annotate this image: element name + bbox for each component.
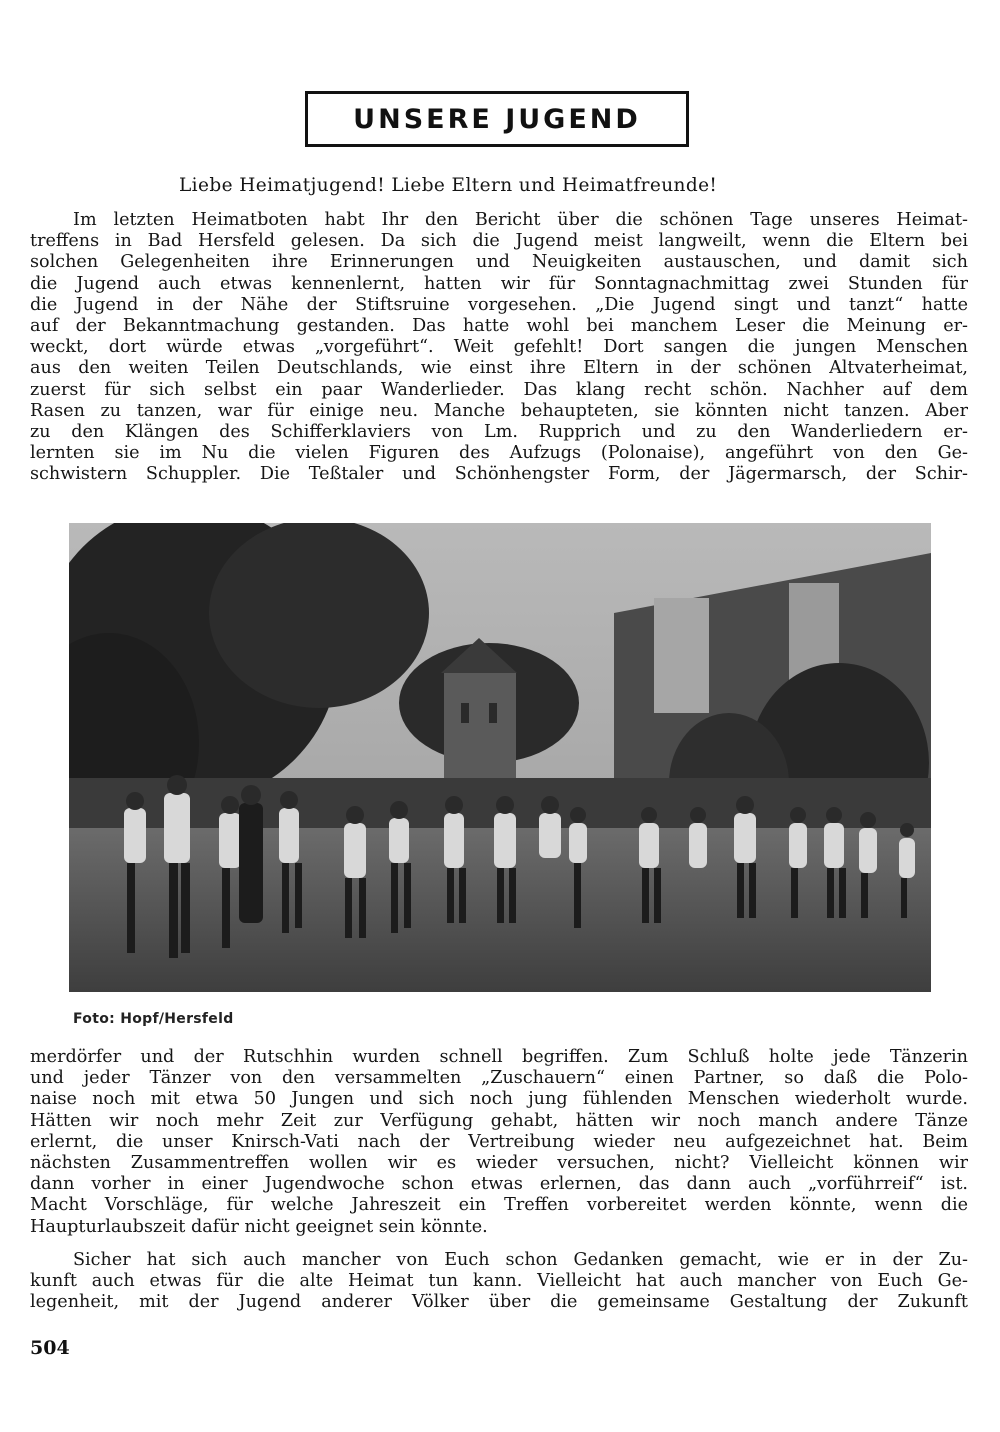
text-line: Rasen zu tanzen, war für einige neu. Manche behaupteten, sie könnten nicht tanzen. Aber: [30, 400, 968, 421]
page-number: 504: [30, 1337, 70, 1359]
text-line: Im letzten Heimatboten habt Ihr den Bericht über die schönen Tage unseres Heimat-: [73, 210, 968, 230]
greeting-line: Liebe Heimatjugend! Liebe Eltern und Heimatfreunde!: [179, 175, 718, 196]
text-line: Sicher hat sich auch mancher von Euch schon Gedanken gemacht, wie er in der Zu-: [73, 1250, 968, 1270]
text-line: schwistern Schuppler. Die Teßtaler und Schönhengster Form, der Jägermarsch, der Schir-: [30, 464, 968, 485]
text-line: Haupturlaubszeit dafür nicht geeignet sein könnte.: [30, 1216, 488, 1237]
text-line: merdörfer und der Rutschhin wurden schnell begriffen. Zum Schluß holte jede Tänzerin: [30, 1047, 968, 1067]
text-line: zu den Klängen des Schifferklaviers von Lm. Rupprich und zu den Wanderliedern er-: [30, 421, 968, 442]
text-line: erlernt, die unser Knirsch-Vati nach der Vertreibung wieder neu aufgezeichnet hat. Beim: [30, 1131, 968, 1152]
text-line: die Jugend auch etwas kennenlernt, hatten wir für Sonntagnachmittag zwei Stunden für: [30, 273, 968, 294]
dance-photo: [69, 523, 931, 992]
text-line: solchen Gelegenheiten ihre Erinnerungen und Neuigkeiten austauschen, und damit sich: [30, 252, 968, 273]
section-title: UNSERE JUGEND: [353, 103, 641, 135]
text-line: dann vorher in einer Jugendwoche schon etwas erlernen, das dann auch „vorführreif“ ist.: [30, 1174, 968, 1195]
text-line: zuerst für sich selbst ein paar Wanderlieder. Das klang recht schön. Nachher auf dem: [30, 379, 968, 400]
text-line: die Jugend in der Nähe der Stiftsruine vorgesehen. „Die Jugend singt und tanzt“ hatte: [30, 294, 968, 315]
text-line: nächsten Zusammentreffen wollen wir es wieder versuchen, nicht? Vielleicht können wir: [30, 1152, 968, 1173]
text-line: kunft auch etwas für die alte Heimat tun kann. Vielleicht hat auch mancher von Euch Ge-: [30, 1271, 968, 1292]
text-line: Hätten wir noch mehr Zeit zur Verfügung gehabt, hätten wir noch manch andere Tänze: [30, 1110, 968, 1131]
text-line: auf der Bekanntmachung gestanden. Das hatte wohl bei manchem Leser die Meinung er-: [30, 315, 968, 336]
section-header-box: [305, 91, 689, 147]
paragraph-continuation: [30, 1047, 968, 1238]
text-line: und jeder Tänzer von den versammelten „Zuschauern“ einen Partner, so daß die Polo-: [30, 1068, 968, 1089]
text-line: aus den weiten Teilen Deutschlands, wie einst ihre Eltern in der schönen Altvaterheimat,: [30, 358, 968, 379]
text-line: naise noch mit etwa 50 Jungen und sich noch jung fühlenden Menschen wiederholt wurde.: [30, 1089, 968, 1110]
paragraph-intro: [30, 210, 968, 485]
photo-caption: Foto: Hopf/Hersfeld: [73, 1011, 234, 1027]
text-line: legenheit, mit der Jugend anderer Völker über die gemeinsame Gestaltung der Zukunft: [30, 1292, 968, 1313]
text-line: Macht Vorschläge, für welche Jahreszeit ein Treffen vorbereitet werden könnte, wenn die: [30, 1195, 968, 1216]
text-line: lernten sie im Nu die vielen Figuren des Aufzugs (Polonaise), angeführt von den Ge-: [30, 443, 968, 464]
text-line: treffens in Bad Hersfeld gelesen. Da sich die Jugend meist langweilt, wenn die Eltern bei: [30, 231, 968, 252]
text-line: weckt, dort würde etwas „vorgeführt“. Weit gefehlt! Dort sangen die jungen Menschen: [30, 337, 968, 358]
paragraph-closing: [30, 1250, 968, 1314]
